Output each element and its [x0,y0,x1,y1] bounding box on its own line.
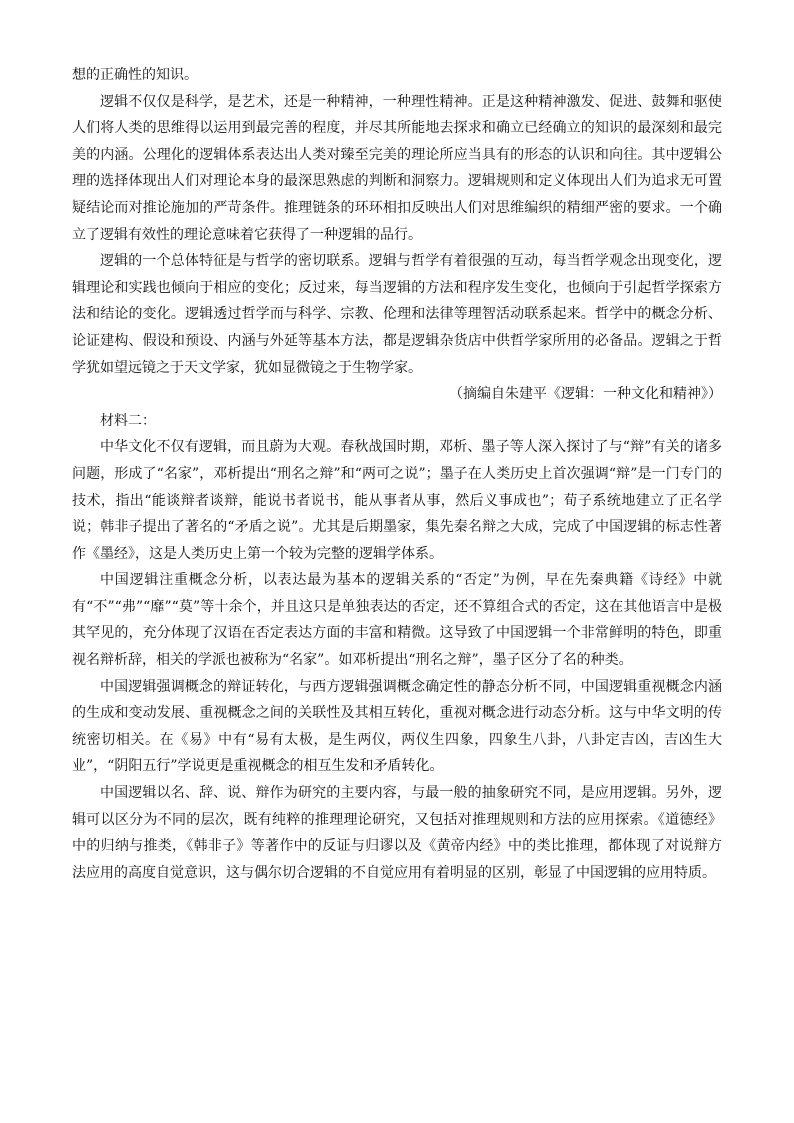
paragraph-logic-philosophy: 逻辑的一个总体特征是与哲学的密切联系。逻辑与哲学有着很强的互动，每当哲学观念出现变化，逻辑理论和实践也倾向于相应的变化；反过来，每当逻辑的方法和程序发生变化，也倾向于引起哲学探索方法和结论的变化。逻辑透过哲学而与科学、宗教、伦理和法律等理智活动联系起来。哲学中的概念分析、论证建构、假设和预设、内涵与外延等基本方法，都是逻辑杂货店中供哲学家所用的必备品。逻辑之于哲学犹如望远镜之于天文学家，犹如显微镜之于生物学家。 [72,253,722,376]
document-page [72,62,722,886]
material-one-section [72,62,722,408]
material-two-label: 材料二： [100,412,156,429]
lead-fragment: 想的正确性的知识。 [72,67,198,83]
citation-material-one: （摘编自朱建平《逻辑：一种文化和精神》） [449,386,722,403]
paragraph-dialectical-transformation: 中国逻辑强调概念的辩证转化，与西方逻辑强调概念确定性的静态分析不同，中国逻辑重视概念内涵的生成和变动发展、重视概念之间的关联性及其相互转化，重视对概念进行动态分析。这与中华文明的传统密切相关。在《易》中有“易有太极，是生两仪，两仪生四象，四象生八卦，八卦定吉凶，吉凶生大业”，“阴阳五行”学说更是重视概念的相互生发和矛盾转化。 [72,678,722,775]
paragraph-chinese-logic-overview: 中华文化不仅有逻辑，而且蔚为大观。春秋战国时期，邓析、墨子等人深入探讨了与“辩”有关的诸多问题，形成了“名家”，邓析提出“刑名之辩”和“两可之说”；墨子在人类历史上首次强调“辩”是一门专门的技术，指出“能谈辩者谈辩，能说书者说书，能从事者从事，然后义事成也”；荀子系统地建立了正名学说；韩非子提出了著名的“矛盾之说”。尤其是后期墨家，集先秦名辩之大成，完成了中国逻辑的标志性著作《墨经》，这是人类历史上第一个较为完整的逻辑学体系。 [72,439,722,562]
material-two-section [72,408,722,887]
paragraph-applied-logic: 中国逻辑以名、辞、说、辩作为研究的主要内容，与最一般的抽象研究不同，是应用逻辑。另外，逻辑可以区分为不同的层次，既有纯粹的推理理论研究，又包括对推理规则和方法的应用探索。《道德经》中的归纳与推类，《韩非子》等著作中的反证与归谬以及《黄帝内经》中的类比推理，都体现了对说辩方法应用的高度自觉意识，这与偶尔切合逻辑的不自觉应用有着明显的区别，彰显了中国逻辑的应用特质。 [72,785,722,881]
paragraph-logic-spirit: 逻辑不仅仅是科学，是艺术，还是一种精神，一种理性精神。正是这种精神激发、促进、鼓舞和驱使人们将人类的思维得以运用到最完善的程度，并尽其所能地去探求和确立已经确立的知识的最深刻和最完美的内涵。公理化的逻辑体系表达出人类对臻至完美的理论所应当具有的形态的认识和向往。其中逻辑公理的选择体现出人们对理论本身的最深思熟虑的判断和洞察力。逻辑规则和定义体现出人们为追求无可置疑结论而对推论施加的严苛条件。推理链条的环环相扣反映出人们对思维编织的精细严密的要求。一个确立了逻辑有效性的理论意味着它获得了一种逻辑的品行。 [72,93,722,243]
paragraph-concept-analysis: 中国逻辑注重概念分析，以表达最为基本的逻辑关系的“否定”为例，早在先秦典籍《诗经》中就有“不”“弗”“靡”“莫”等十余个，并且这只是单独表达的否定，还不算组合式的否定，这在其他语言中是极其罕见的，充分体现了汉语在否定表达方面的丰富和精微。这导致了中国逻辑一个非常鲜明的特色，即重视名辩析辞，相关的学派也被称为“名家”。如邓析提出“刑名之辩”，墨子区分了名的种类。 [72,572,722,669]
